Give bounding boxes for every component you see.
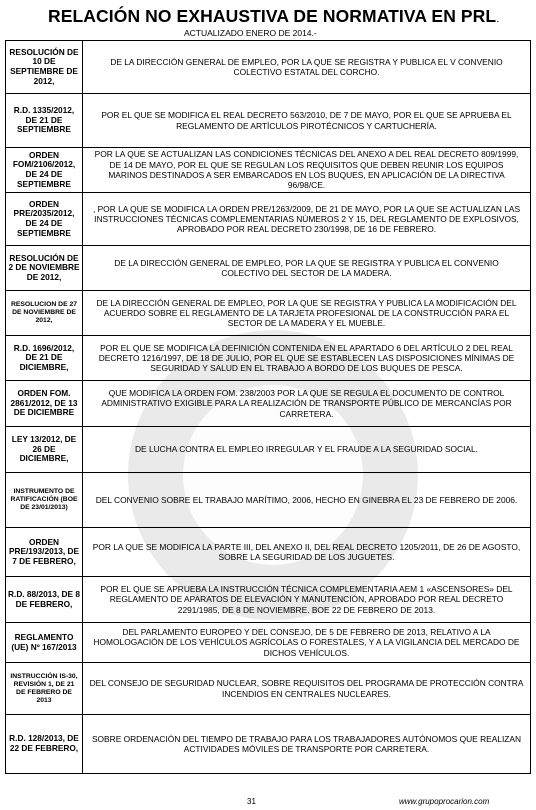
regulation-reference: ORDEN PRE/193/2013, DE 7 DE FEBRERO,	[6, 528, 83, 577]
regulation-reference: R.D. 128/2013, DE 22 DE FEBRERO,	[6, 715, 83, 774]
regulation-description: POR EL QUE SE APRUEBA LA INSTRUCCIÓN TÉCNICA COMPLEMENTARIA AEM 1 «ASCENSORES» DEL REGLAMENTO DE APARATOS DE ELEVACIÓN Y MANUTENCIÓN, APROBADO POR REAL DECRETO 2291/1985, DE 8 DE NOVIEMBRE. BOE 22 DE FEBRERO DE 2013.	[83, 577, 531, 623]
regulation-description: DE LUCHA CONTRA EL EMPLEO IRREGULAR Y EL FRAUDE A LA SEGURIDAD SOCIAL.	[83, 427, 531, 473]
regulation-reference: R.D. 1335/2012, DE 21 DE SEPTIEMBRE	[6, 94, 83, 148]
regulation-description: POR LA QUE SE MODIFICA LA PARTE III, DEL ANEXO II, DEL REAL DECRETO 1205/2011, DE 26 DE AGOSTO, SOBRE LA SEGURIDAD DE LOS JUGUETES.	[83, 528, 531, 577]
table-row	[6, 193, 531, 246]
table-row	[6, 623, 531, 663]
table-row	[6, 663, 531, 715]
page-number: 31	[247, 797, 256, 806]
table-row	[6, 381, 531, 427]
table-row	[6, 41, 531, 94]
regulation-reference: R.D. 88/2013, DE 8 DE FEBRERO,	[6, 577, 83, 623]
table-row	[6, 336, 531, 381]
regulation-description: DE LA DIRECCIÓN GENERAL DE EMPLEO, POR LA QUE SE REGISTRA Y PUBLICA LA MODIFICACIÓN DEL ACUERDO SOBRE EL REGLAMENTO DE LA TARJETA PROFESIONAL DE LA CONSTRUCCIÓN PARA EL SECTOR DE LA MADERA Y EL MUEBLE.	[83, 291, 531, 336]
regulation-reference: REGLAMENTO (UE) Nº 167/2013	[6, 623, 83, 663]
regulations-table	[5, 40, 531, 774]
regulation-description: DE LA DIRECCIÓN GENERAL DE EMPLEO, POR LA QUE SE REGISTRA Y PUBLICA EL V CONVENIO COLECTIVO ESTATAL DEL CORCHO.	[83, 41, 531, 94]
table-row	[6, 94, 531, 148]
table-row	[6, 715, 531, 774]
regulation-description: POR LA QUE SE ACTUALIZAN LAS CONDICIONES TÉCNICAS DEL ANEXO A DEL REAL DECRETO 809/1999, DE 14 DE MAYO, POR EL QUE SE REGULAN LOS REQUISITOS QUE DEBEN REUNIR LOS EQUIPOS MARINOS DESTINADOS A SER EMBARCADOS EN LOS BUQUES, EN APLICACIÓN DE LA DIRECTIVA 96/98/CE.	[83, 148, 531, 193]
regulation-description: DE LA DIRECCIÓN GENERAL DE EMPLEO, POR LA QUE SE REGISTRA Y PUBLICA EL CONVENIO COLECTIVO DEL SECTOR DE LA MADERA.	[83, 246, 531, 291]
regulation-reference: ORDEN PRE/2035/2012, DE 24 DE SEPTIEMBRE	[6, 193, 83, 246]
regulation-description: SOBRE ORDENACIÓN DEL TIEMPO DE TRABAJO PARA LOS TRABAJADORES AUTÓNOMOS QUE REALIZAN ACTIVIDADES MÓVILES DE TRANSPORTE POR CARRETERA.	[83, 715, 531, 774]
table-row	[6, 148, 531, 193]
regulation-reference: RESOLUCIÓN DE 2 DE NOVIEMBRE DE 2012,	[6, 246, 83, 291]
table-row	[6, 427, 531, 473]
document-title: RELACIÓN NO EXHAUSTIVA DE NORMATIVA EN PRL.	[48, 6, 500, 26]
regulation-description: DEL CONSEJO DE SEGURIDAD NUCLEAR, SOBRE REQUISITOS DEL PROGRAMA DE PROTECCIÓN CONTRA INCENDIOS EN CENTRALES NUCLEARES.	[83, 663, 531, 715]
table-row	[6, 528, 531, 577]
regulation-reference: RESOLUCION DE 27 DE NOVIEMBRE DE 2012,	[6, 291, 83, 336]
regulation-reference: INSTRUCCIÓN IS-30, REVISIÓN 1, DE 21 DE FEBRERO DE 2013	[6, 663, 83, 715]
footer-website: www.grupoprocarion.com	[399, 797, 490, 806]
regulation-description: QUE MODIFICA LA ORDEN FOM. 238/2003 POR LA QUE SE REGULA EL DOCUMENTO DE CONTROL ADMINISTRATIVO EXIGIBLE PARA LA REALIZACIÓN DE TRANSPORTE PÚBLICO DE MERCANCÍAS POR CARRETERA.	[83, 381, 531, 427]
regulation-reference: RESOLUCIÓN DE 10 DE SEPTIEMBRE DE 2012,	[6, 41, 83, 94]
table-row	[6, 246, 531, 291]
regulation-reference: INSTRUMENTO DE RATIFICACIÓN (BOE DE 23/01/2013)	[6, 473, 83, 528]
table-row	[6, 473, 531, 528]
table-row	[6, 577, 531, 623]
regulation-reference: R.D. 1696/2012, DE 21 DE DICIEMBRE,	[6, 336, 83, 381]
regulation-description: DEL PARLAMENTO EUROPEO Y DEL CONSEJO, DE 5 DE FEBRERO DE 2013, RELATIVO A LA HOMOLOGACIÓN DE LOS VEHÍCULOS AGRÍCOLAS O FORESTALES, Y A LA VIGILANCIA DEL MERCADO DE DICHOS VEHÍCULOS.	[83, 623, 531, 663]
regulation-description: DEL CONVENIO SOBRE EL TRABAJO MARÍTIMO, 2006, HECHO EN GINEBRA EL 23 DE FEBRERO DE 2006.	[83, 473, 531, 528]
regulation-reference: LEY 13/2012, DE 26 DE DICIEMBRE,	[6, 427, 83, 473]
regulation-description: POR EL QUE SE MODIFICA LA DEFINICIÓN CONTENIDA EN EL APARTADO 6 DEL ARTÍCULO 2 DEL REAL DECRETO 1216/1997, DE 18 DE JULIO, POR EL QUE SE ESTABLECEN LAS DISPOSICIONES MÍNIMAS DE SEGURIDAD Y SALUD EN EL TRABAJO A BORDO DE LOS BUQUES DE PESCA.	[83, 336, 531, 381]
regulation-reference: ORDEN FOM/2106/2012, DE 24 DE SEPTIEMBRE	[6, 148, 83, 193]
document-subtitle: ACTUALIZADO ENERO DE 2014.-	[184, 28, 317, 38]
table-row	[6, 291, 531, 336]
regulation-description: , POR LA QUE SE MODIFICA LA ORDEN PRE/1263/2009, DE 21 DE MAYO, POR LA QUE SE ACTUALIZAN LAS INSTRUCCIONES TÉCNICAS COMPLEMENTARIAS NÚMEROS 2 Y 15, DEL REGLAMENTO DE EXPLOSIVOS, APROBADO POR REAL DECRETO 230/1998, DE 16 DE FEBRERO.	[83, 193, 531, 246]
regulation-description: POR EL QUE SE MODIFICA EL REAL DECRETO 563/2010, DE 7 DE MAYO, POR EL QUE SE APRUEBA EL REGLAMENTO DE ARTÍCULOS PIROTÉCNICOS Y CARTUCHERÍA.	[83, 94, 531, 148]
regulation-reference: ORDEN FOM. 2861/2012, DE 13 DE DICIEMBRE	[6, 381, 83, 427]
